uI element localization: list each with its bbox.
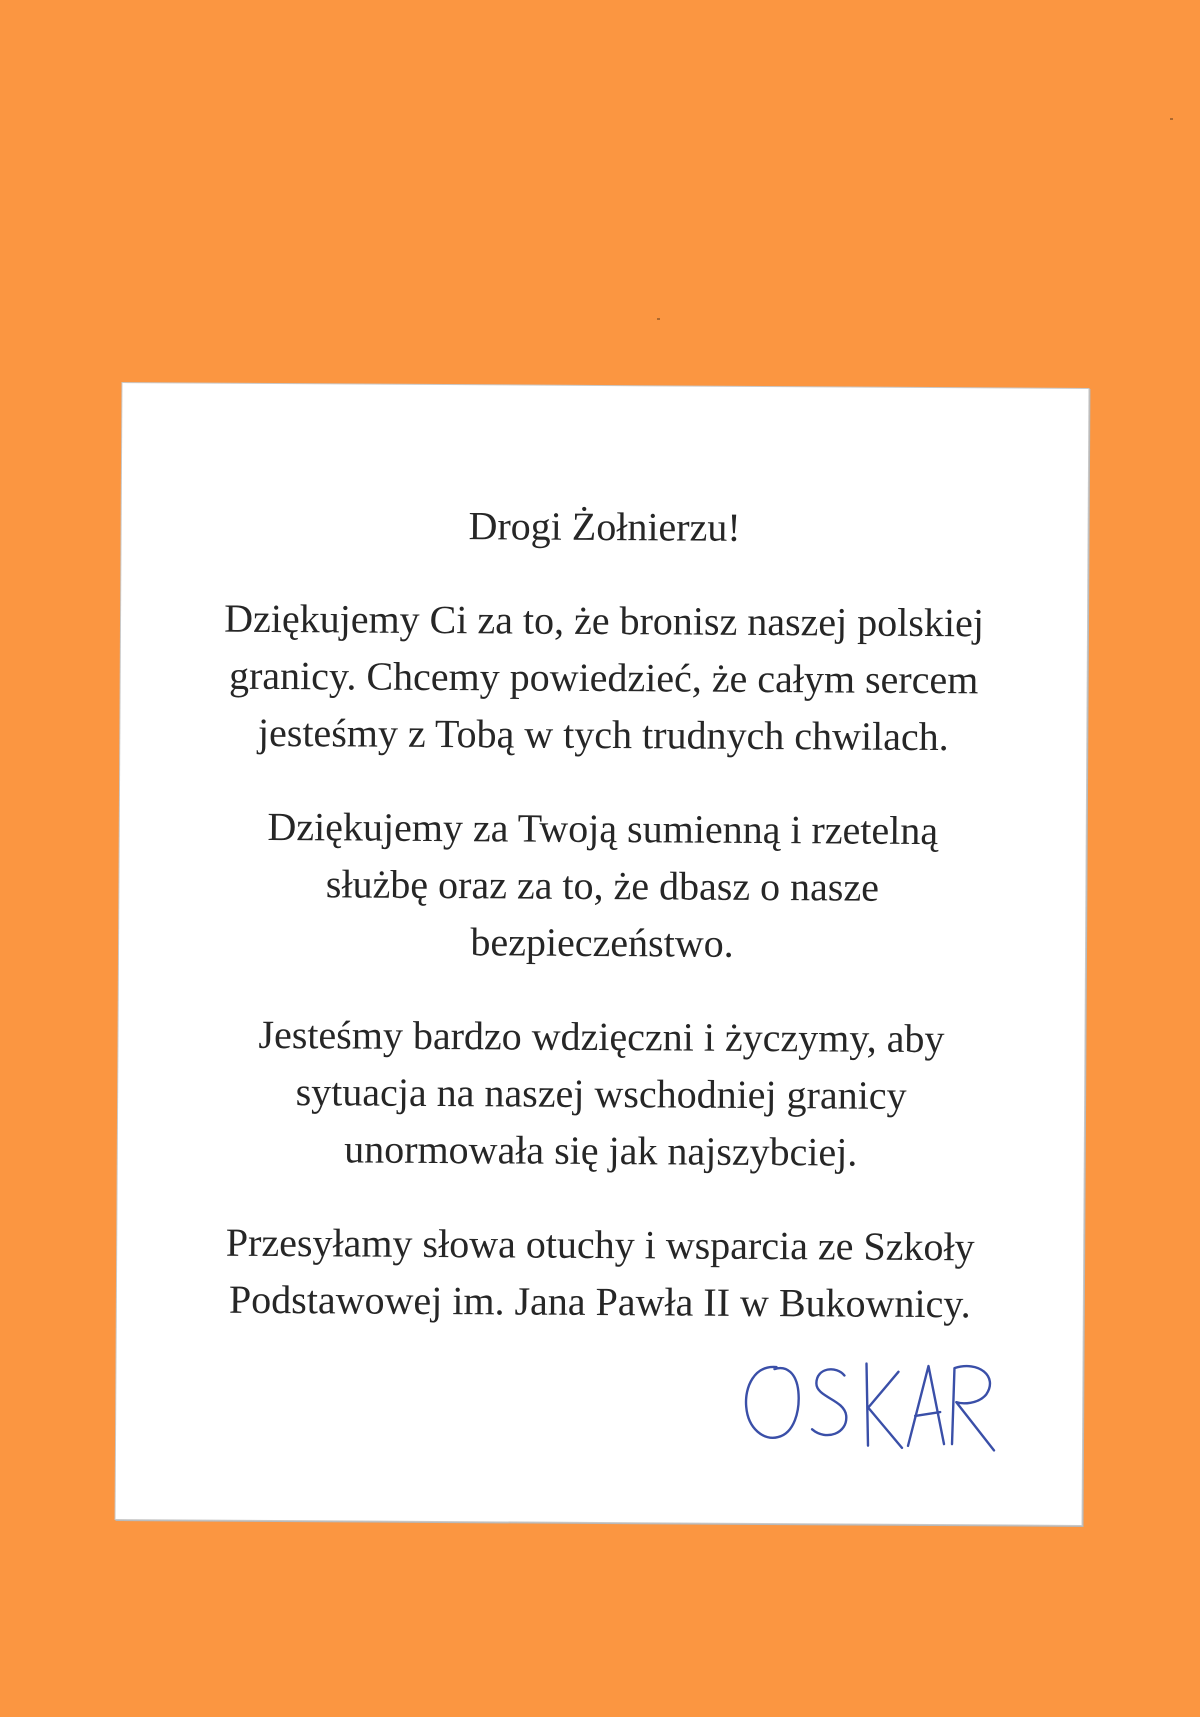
paragraph-line: Dziękujemy za Twoją sumienną i rzetelną [267,803,939,854]
paragraph-line: unormowała się jak najszybciej. [344,1126,858,1175]
signature-stroke [866,1364,869,1446]
paragraph-line: jesteśmy z Tobą w tych trudnych chwilach. [257,709,949,760]
letter-paper [116,383,1089,1525]
signature-stroke [908,1366,944,1446]
paragraph-line: Jesteśmy bardzo wdzięczni i życzymy, aby [258,1011,945,1062]
paragraph-line: Podstawowej im. Jana Pawła II w Bukownicy. [228,1276,971,1327]
paragraph-line: Przesyłamy słowa otuchy i wsparcia ze Szkoły [225,1219,975,1270]
paragraph-line: służbę oraz za to, że dbasz o nasze [325,861,880,910]
signature-drawing [716,1345,1017,1457]
paragraph-line: bezpieczeństwo. [470,919,734,966]
letter-body [116,495,1087,1370]
paragraph-line: Dziękujemy Ci za to, że bronisz naszej polskiej [224,595,985,646]
signature-stroke [812,1369,847,1435]
letter-paragraph [120,589,1087,766]
letter-paragraph [118,1005,1085,1182]
letter-paragraph [117,1213,1084,1333]
scan-speck [657,318,660,320]
paragraph-line: sytuacja na naszej wschodniej granicy [295,1069,907,1118]
paragraph-line: granicy. Chcemy powiedzieć, że całym sercem [228,652,979,703]
letter-greeting: Drogi Żołnierzu! [468,503,741,550]
scan-speck [1170,118,1173,120]
signature-stroke [868,1372,902,1448]
signature-stroke [952,1366,995,1450]
signature-stroke [915,1412,940,1416]
letter-paragraph [119,797,1086,974]
handwritten-signature [716,1345,1017,1457]
signature-stroke [746,1367,799,1438]
